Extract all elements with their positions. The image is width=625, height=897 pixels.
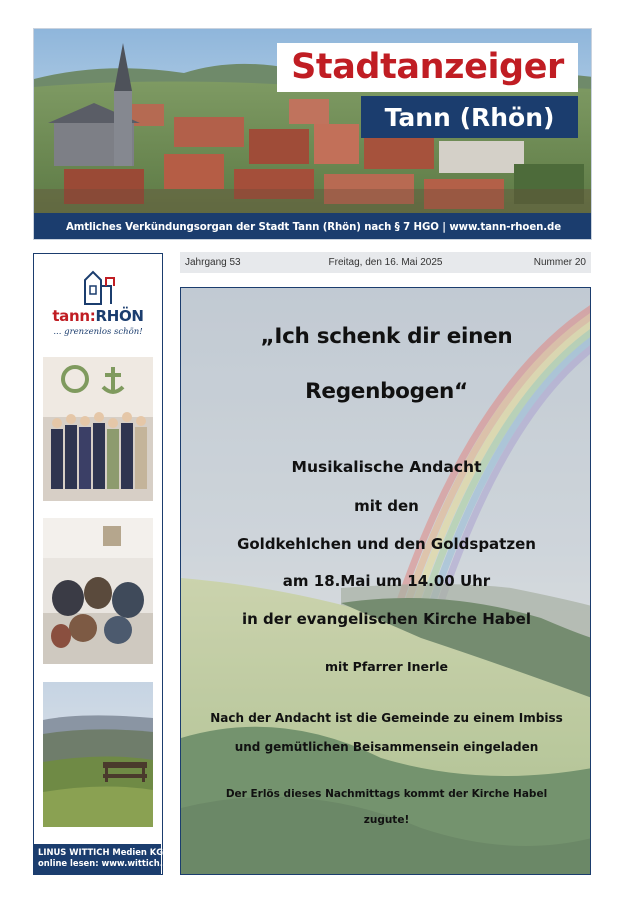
- publisher-footer: [34, 844, 175, 874]
- issue-info-bar: [180, 252, 591, 273]
- flyer-line-6: mit Pfarrer Inerle: [325, 659, 448, 674]
- flyer-line-8: und gemütlichen Beisammensein eingeladen: [234, 740, 539, 754]
- flyer-line-5: in der evangelischen Kirche Habel: [242, 610, 531, 628]
- masthead-band: [34, 213, 592, 240]
- children-group-photo: [43, 518, 153, 664]
- issue-date: Freitag, den 16. Mai 2025: [328, 257, 443, 268]
- flyer-line-2: mit den: [354, 497, 419, 515]
- masthead-band-text: Amtliches Verkündungsorgan der Stadt Tann (Rhön) nach § 7 HGO | www.tann-rhoen.de: [65, 221, 562, 233]
- publisher-name: LINUS WITTICH Medien KG: [38, 847, 164, 857]
- flyer-line-9: Der Erlös dieses Nachmittags kommt der Kirche Habel: [225, 788, 548, 800]
- flyer-line-3: Goldkehlchen und den Goldspatzen: [237, 535, 536, 553]
- flyer-line-1: Musikalische Andacht: [291, 458, 482, 476]
- event-flyer: [180, 287, 591, 875]
- masthead-subtitle-box: [361, 96, 578, 138]
- flyer-heading-line-1: „Ich schenk dir einen: [260, 324, 513, 349]
- flyer-line-4: am 18.Mai um 14.00 Uhr: [282, 572, 491, 590]
- issue-number: Nummer 20: [533, 257, 586, 268]
- masthead-title-box: [277, 43, 578, 92]
- publisher-online-link[interactable]: online lesen: www.wittich.de: [38, 858, 175, 868]
- flyer-line-10: zugute!: [363, 814, 410, 826]
- choir-group-photo: [43, 357, 153, 501]
- logo-tagline: ... grenzenlos schön!: [53, 327, 143, 337]
- issue-volume: Jahrgang 53: [185, 257, 241, 268]
- logo-wordmark: tann:RHÖN: [52, 307, 144, 325]
- masthead-subtitle: Tann (Rhön): [384, 102, 555, 132]
- flyer-heading-line-2: Regenbogen“: [305, 379, 468, 404]
- flyer-line-7: Nach der Andacht ist die Gemeinde zu einem Imbiss: [210, 711, 563, 725]
- castle-icon: [73, 264, 123, 306]
- tann-rhoen-logo: [42, 264, 154, 342]
- landscape-bench-photo: [43, 682, 153, 827]
- masthead-title: Stadtanzeiger: [291, 47, 564, 87]
- sidebar: [33, 253, 175, 875]
- masthead: [33, 28, 592, 240]
